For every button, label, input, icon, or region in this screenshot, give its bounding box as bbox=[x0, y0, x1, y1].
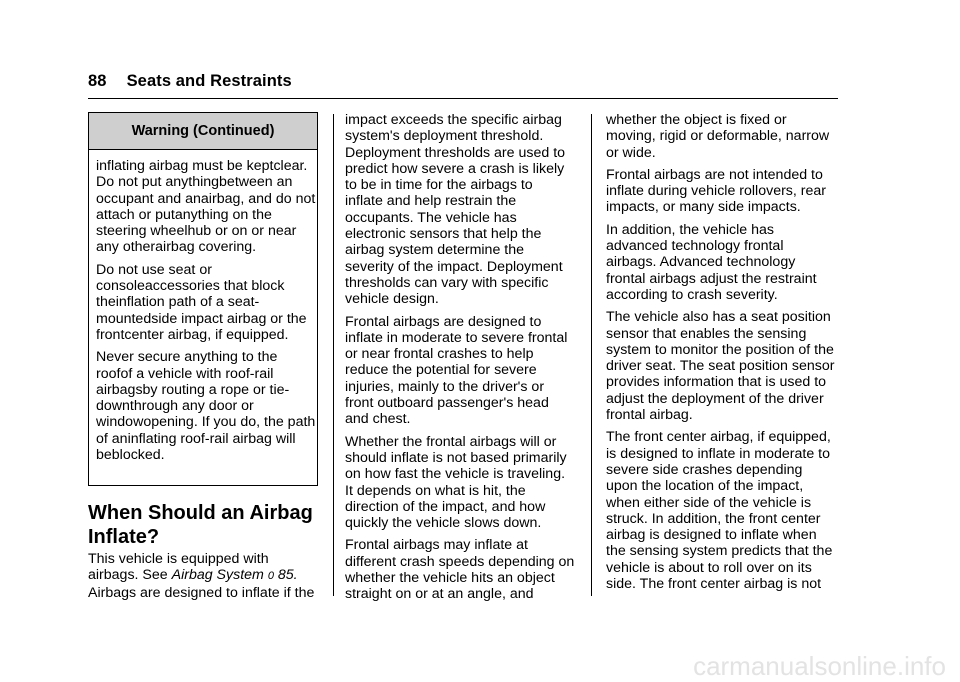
column-2 bbox=[345, 112, 585, 609]
text-line: The vehicle also has a seat position bbox=[606, 309, 831, 326]
text-line: vehicle is about to roll over on its bbox=[606, 559, 812, 576]
text-line: predict how severe a crash is likely bbox=[345, 160, 565, 177]
text-line: inflate and help restrain the bbox=[345, 193, 517, 210]
heading-line: When Should an Airbag bbox=[88, 502, 313, 524]
text-line: airbag, and do not attach or put bbox=[96, 190, 316, 223]
text-line: Deployment thresholds are used to bbox=[345, 144, 566, 161]
intro-line: This vehicle is equipped with bbox=[88, 551, 269, 567]
text-line: injuries, mainly to the driver's or bbox=[345, 378, 545, 395]
text-line: when either side of the vehicle is bbox=[606, 494, 812, 511]
text-line: according to crash severity. bbox=[606, 286, 778, 303]
paragraph bbox=[345, 314, 585, 428]
text-line: opening. If you do, the path of an bbox=[96, 414, 316, 447]
text-line: inflate in moderate to severe frontal bbox=[345, 329, 568, 346]
paragraph bbox=[345, 434, 585, 532]
text-line: different crash speeds depending on bbox=[345, 553, 575, 570]
section-heading bbox=[88, 501, 313, 549]
text-line: accessories that block the bbox=[96, 278, 285, 311]
text-line: the sensing system predicts that the bbox=[606, 543, 833, 560]
text-line: impacts, or many side impacts. bbox=[606, 199, 801, 216]
intro-line: Airbags are designed to inflate if the bbox=[88, 584, 315, 601]
text-line: side impact airbag or the front bbox=[96, 310, 307, 343]
paragraph bbox=[345, 537, 585, 602]
text-line: driver seat. The seat position sensor bbox=[606, 358, 835, 375]
text-line: severity of the impact. Deployment bbox=[345, 258, 563, 275]
text-line: The front center airbag, if equipped, bbox=[606, 429, 831, 446]
text-line: Frontal airbags are not intended to bbox=[606, 166, 823, 183]
intro-text: airbags. See bbox=[88, 567, 172, 584]
text-line: side. The front center airbag is not bbox=[606, 576, 822, 593]
text-line: of a vehicle with roof-rail airbags bbox=[96, 365, 274, 398]
text-line: airbag system determine the bbox=[345, 242, 525, 259]
text-line: is designed to inflate in moderate to bbox=[606, 445, 830, 462]
text-line: vehicle design. bbox=[345, 291, 439, 308]
text-line: inflate during vehicle rollovers, rear bbox=[606, 183, 827, 200]
text-line: thresholds can vary with specific bbox=[345, 274, 549, 291]
header-divider bbox=[88, 98, 838, 99]
paragraph bbox=[345, 112, 585, 308]
text-line: occupants. The vehicle has bbox=[345, 209, 517, 226]
paragraph bbox=[606, 429, 846, 592]
text-line: and chest. bbox=[345, 411, 411, 428]
text-line: quickly the vehicle slows down. bbox=[345, 515, 542, 532]
heading-line: Inflate? bbox=[88, 526, 160, 548]
column-divider-2 bbox=[591, 114, 592, 596]
paragraph bbox=[606, 112, 846, 161]
paragraph bbox=[96, 262, 317, 343]
text-line: Frontal airbags are designed to bbox=[345, 313, 542, 330]
watermark: carmanualsonline.info bbox=[693, 651, 946, 681]
text-line: anything on the steering wheel bbox=[96, 206, 272, 240]
text-line: straight on or at an angle, and bbox=[345, 586, 534, 603]
text-line: sensor that enables the sensing bbox=[606, 325, 807, 342]
text-line: by routing a rope or tie-down bbox=[96, 381, 290, 415]
warning-title: Warning (Continued) bbox=[89, 113, 317, 150]
text-line: center airbag, if equipped. bbox=[124, 326, 289, 343]
paragraph bbox=[96, 349, 317, 463]
text-line: direction of the impact, and how bbox=[345, 498, 546, 515]
text-line: whether the vehicle hits an object bbox=[345, 570, 555, 587]
text-line: system to monitor the position of the bbox=[606, 341, 834, 358]
text-line: struck. In addition, the front center bbox=[606, 510, 821, 527]
text-line: Frontal airbags may inflate at bbox=[345, 537, 528, 554]
section-title: Seats and Restraints bbox=[126, 72, 292, 90]
page-ref-icon: 0 bbox=[267, 570, 274, 583]
paragraph bbox=[606, 167, 846, 216]
text-line: should inflate is not based primarily bbox=[345, 449, 567, 466]
text-line: system's deployment threshold. bbox=[345, 128, 544, 145]
text-line: Never secure anything to the roof bbox=[96, 349, 278, 382]
text-line: or wide. bbox=[606, 144, 656, 161]
text-line: to be in time for the airbags to bbox=[345, 177, 533, 194]
page-ref-number[interactable]: 85. bbox=[277, 567, 298, 584]
text-line: electronic sensors that help the bbox=[345, 226, 542, 243]
text-line: inflating roof-rail airbag will be bbox=[96, 430, 296, 464]
text-line: clear. Do not put anything bbox=[96, 158, 308, 191]
column-3 bbox=[606, 112, 846, 598]
text-line: impact exceeds the specific airbag bbox=[345, 112, 562, 128]
text-line: inflating airbag must be kept bbox=[96, 158, 274, 174]
text-line: moving, rigid or deformable, narrow bbox=[606, 128, 830, 145]
text-line: frontal airbag. bbox=[606, 407, 693, 424]
text-line: on how fast the vehicle is traveling. bbox=[345, 466, 566, 483]
text-line: severe side crashes depending bbox=[606, 461, 803, 478]
text-line: hub or on or near any other bbox=[96, 223, 297, 256]
warning-box bbox=[88, 112, 318, 486]
text-line: whether the object is fixed or bbox=[606, 112, 787, 128]
page-header bbox=[88, 72, 292, 91]
paragraph bbox=[606, 222, 846, 303]
text-line: or near frontal crashes to help bbox=[345, 346, 534, 363]
intro-line bbox=[88, 567, 324, 584]
column-divider-1 bbox=[333, 114, 334, 596]
text-line: Do not use seat or console bbox=[96, 261, 212, 295]
text-line: upon the location of the impact, bbox=[606, 478, 804, 495]
text-line: It depends on what is hit, the bbox=[345, 482, 526, 499]
text-line: In addition, the vehicle has bbox=[606, 221, 774, 238]
text-line: advanced technology frontal bbox=[606, 238, 784, 255]
airbag-system-link[interactable]: Airbag System bbox=[171, 567, 264, 584]
paragraph bbox=[606, 309, 846, 423]
text-line: blocked. bbox=[111, 447, 165, 464]
warning-body bbox=[89, 150, 317, 463]
text-line: front outboard passenger's head bbox=[345, 395, 549, 412]
text-line: between an occupant and an bbox=[96, 174, 293, 207]
text-line: airbag covering. bbox=[155, 239, 257, 256]
section-intro bbox=[88, 551, 324, 601]
page-number: 88 bbox=[88, 72, 107, 90]
paragraph bbox=[96, 158, 317, 256]
text-line: inflation path of a seat-mounted bbox=[96, 294, 260, 327]
text-line: reduce the potential for severe bbox=[345, 362, 537, 379]
text-line: through any door or window bbox=[96, 398, 254, 431]
text-line: adjust the deployment of the driver bbox=[606, 390, 824, 407]
text-line: provides information that is used to bbox=[606, 374, 827, 391]
text-line: airbags. Advanced technology bbox=[606, 254, 796, 271]
text-line: airbag is designed to inflate when bbox=[606, 527, 817, 544]
text-line: frontal airbags adjust the restraint bbox=[606, 270, 817, 287]
text-line: Whether the frontal airbags will or bbox=[345, 433, 557, 450]
